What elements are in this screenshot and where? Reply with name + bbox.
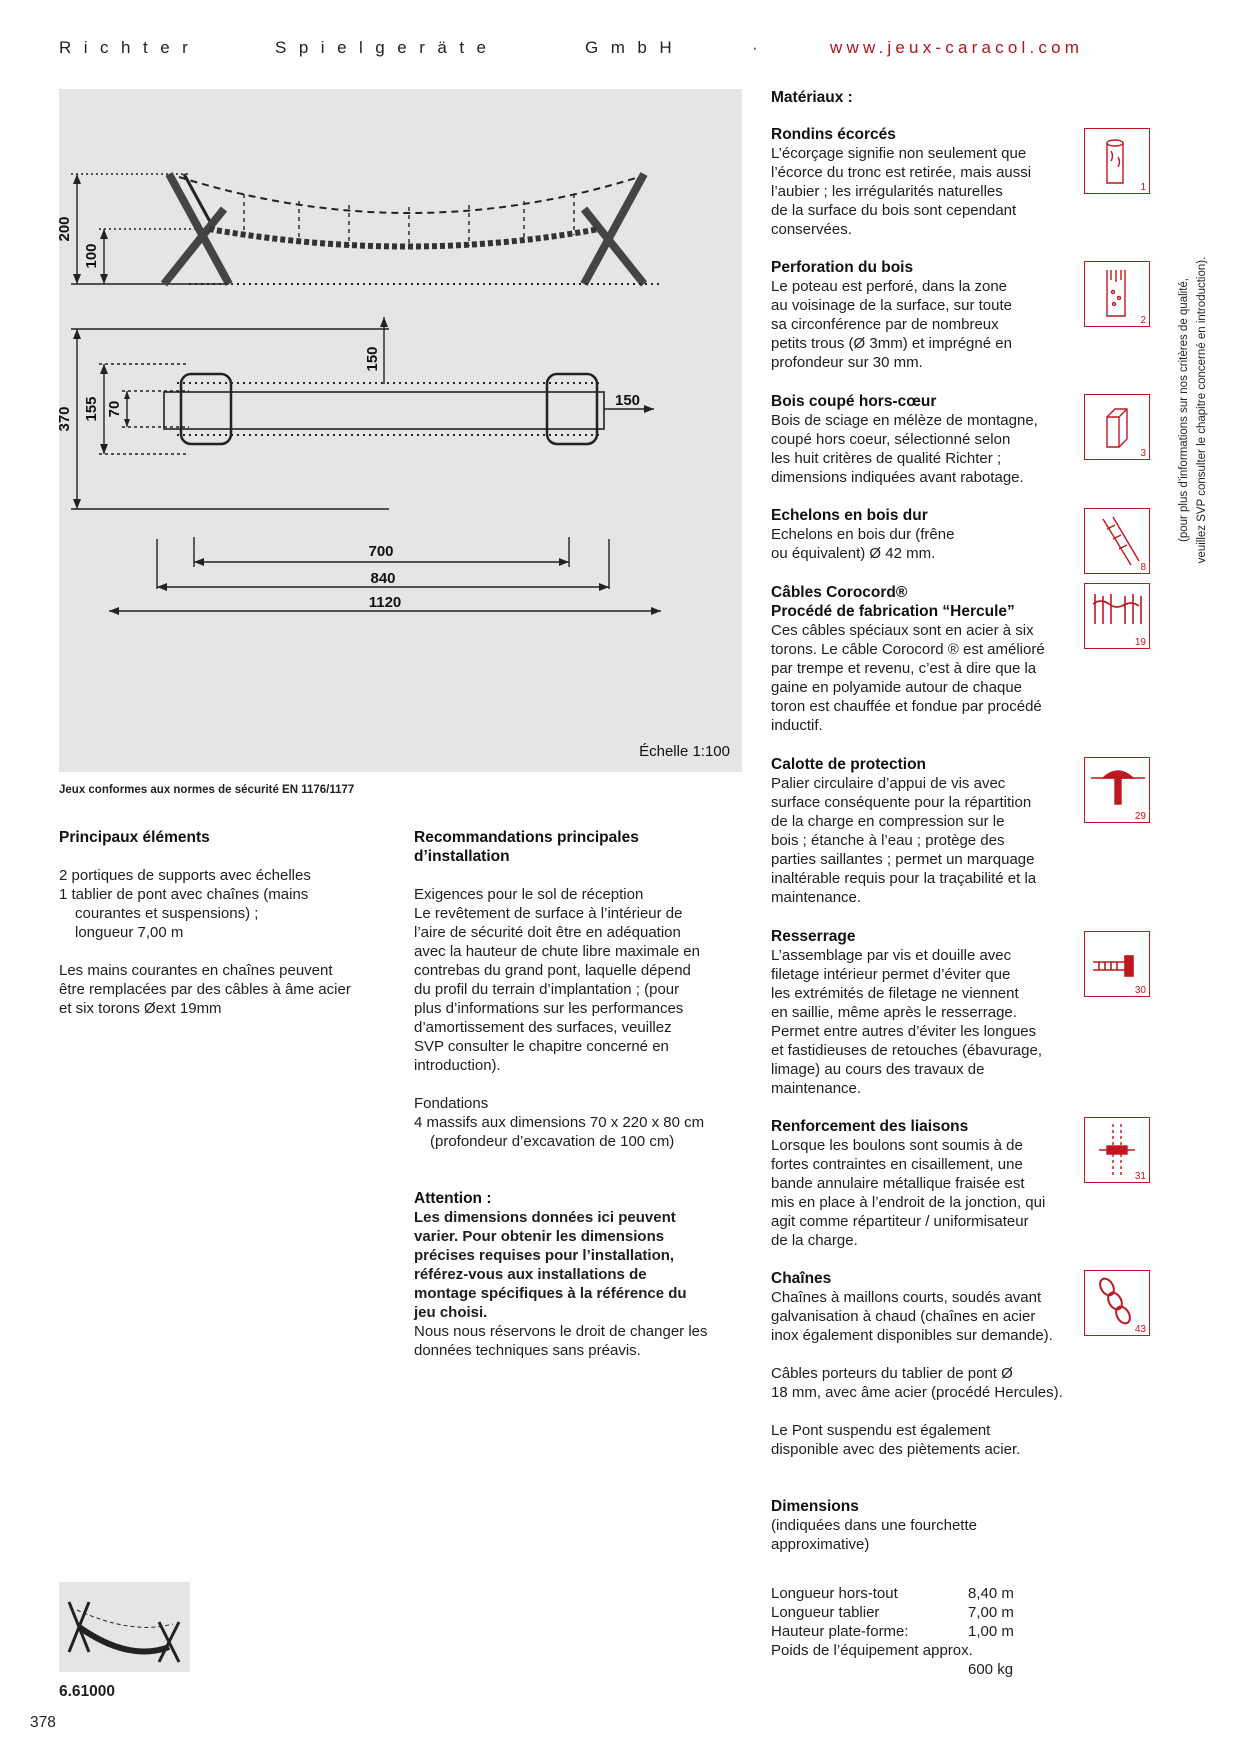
ground-line: d’amortissement des surfaces, veuillez [414, 1019, 672, 1036]
material-line: l’écorce du tronc est retirée, mais aussi [771, 164, 1032, 181]
element-note-line: Les mains courantes en chaînes peuvent [59, 962, 333, 979]
material-line: agit comme répartiteur / uniformisateur [771, 1213, 1029, 1230]
material-line: filetage intérieur permet d’éviter que [771, 966, 1011, 983]
foundations-line: Fondations [414, 1095, 489, 1112]
company-word-2: Spielgeräte [275, 38, 499, 57]
ground-line: avec la hauteur de chute libre maximale en [414, 943, 700, 960]
material-line: mis en place à l’endroit de la jonction, qui [771, 1194, 1046, 1211]
dimensions-section [771, 1497, 1091, 1554]
material-line: toron est chauffée et fondue par procédé [771, 698, 1042, 715]
quality-side-note: (pour plus d’informations sur nos critères de qualité, veuillez SVP consulter le chapitre concerné en introduction). [1178, 256, 1208, 564]
material-item [771, 506, 1091, 563]
element-line: longueur 7,00 m [75, 924, 184, 941]
page-number: 378 [30, 1714, 56, 1731]
attention-line: précises requises pour l’installation, [414, 1247, 675, 1264]
material-title: Chaînes [771, 1270, 832, 1287]
steel-feet-line: disponible avec des piètements acier. [771, 1441, 1021, 1458]
element-note-line: et six torons Øext 19mm [59, 1000, 222, 1017]
material-line: Lorsque les boulons sont soumis à de [771, 1137, 1023, 1154]
reinforced-joint-icon [1084, 1117, 1150, 1183]
element-note-line: être remplacées par des câbles à âme acier [59, 981, 351, 998]
icon-number: 3 [1140, 448, 1146, 459]
material-line: galvanisation à chaud (chaînes en acier [771, 1308, 1036, 1325]
material-line: de la surface du bois sont cependant [771, 202, 1017, 219]
label-150-horizontal: 150 [615, 392, 641, 409]
material-line: Permet entre autres d’éviter les longues [771, 1023, 1037, 1040]
material-line: Le poteau est perforé, dans la zone [771, 278, 1008, 295]
material-line: bande annulaire métallique fraisée est [771, 1175, 1025, 1192]
material-line: bois ; étanche à l’eau ; protège des [771, 832, 1005, 849]
material-item [771, 927, 1091, 1098]
element-line: courantes et suspensions) ; [75, 905, 259, 922]
dimension-row: Hauteur plate-forme: 1,00 m [771, 1623, 1014, 1640]
material-line: inox également disponibles sur demande). [771, 1327, 1053, 1344]
ground-line: Exigences pour le sol de réception [414, 886, 644, 903]
icon-number: 1 [1140, 182, 1146, 193]
materials-title: Matériaux : [771, 89, 853, 106]
foundations-line: 4 massifs aux dimensions 70 x 220 x 80 cm [414, 1114, 705, 1131]
material-line: par trempe et revenu, c’est à dire que la [771, 660, 1037, 677]
foundations-line: (profondeur d’excavation de 100 cm) [430, 1133, 675, 1150]
installation-section [414, 828, 739, 1360]
page-header [0, 38, 1240, 62]
material-line: torons. Le câble Corocord ® est amélioré [771, 641, 1045, 658]
dimension-row [771, 1660, 1014, 1679]
attention-line: varier. Pour obtenir les dimensions [414, 1228, 665, 1245]
label-100: 100 [83, 243, 100, 269]
material-item [771, 583, 1091, 735]
ground-line: SVP consulter le chapitre concerné en [414, 1038, 669, 1055]
material-title: Resserrage [771, 928, 856, 945]
material-subtitle: Procédé de fabrication “Hercule” [771, 603, 1015, 620]
wood-perforation-icon [1084, 261, 1150, 327]
icon-number: 30 [1134, 985, 1146, 996]
material-title: Perforation du bois [771, 259, 914, 276]
label-1120: 1120 [368, 594, 402, 611]
reserve-line: Nous nous réservons le droit de changer les [414, 1323, 708, 1340]
cable-note-line: 18 mm, avec âme acier (procédé Hercules). [771, 1384, 1063, 1401]
material-line: en saillie, même après le resserrage. [771, 1004, 1017, 1021]
material-title: Rondins écorcés [771, 126, 896, 143]
material-line: surface conséquente pour la répartition [771, 794, 1032, 811]
material-line: Bois de sciage en mélèze de montagne, [771, 412, 1038, 429]
dimensions-sub: (indiquées dans une fourchette [771, 1517, 977, 1534]
material-line: de la charge en compression sur le [771, 813, 1005, 830]
sawn-timber-icon [1084, 394, 1150, 460]
product-thumbnail [59, 1582, 190, 1672]
material-line: au voisinage de la surface, sur toute [771, 297, 1012, 314]
ground-line: du profil du terrain d’implantation ; (pour [414, 981, 680, 998]
drawing-scale: Échelle 1:100 [639, 743, 730, 760]
material-line: parties saillantes ; permet un marquage [771, 851, 1035, 868]
website-link[interactable]: www.jeux-caracol.com [830, 38, 1084, 57]
dimension-row: Longueur hors-tout 8,40 m [771, 1585, 1014, 1602]
technical-drawing [56, 89, 742, 772]
steel-cable-icon [1084, 583, 1150, 649]
bridge-drawing-svg [56, 89, 742, 772]
attention-title: Attention : [414, 1190, 492, 1207]
element-line: 1 tablier de pont avec chaînes (mains [59, 886, 309, 903]
material-line: Echelons en bois dur (frêne [771, 526, 955, 543]
material-line: sa circonférence par de nombreux [771, 316, 999, 333]
ground-line: Le revêtement de surface à l’intérieur de [414, 905, 683, 922]
label-370: 370 [56, 406, 73, 432]
material-line: et fastidieuses de retouches (ébavurage, [771, 1042, 1043, 1059]
dimensions-table [771, 1584, 1014, 1679]
icon-number: 31 [1134, 1171, 1146, 1182]
header-separator: · [752, 38, 758, 57]
icon-number: 19 [1134, 637, 1146, 648]
material-line: conservées. [771, 221, 852, 238]
dimensions-sub: approximative) [771, 1536, 870, 1553]
steel-feet-note [771, 1421, 1091, 1459]
label-70: 70 [106, 400, 123, 418]
material-title: Calotte de protection [771, 756, 927, 773]
material-line: inaltérable requis pour la traçabilité et la [771, 870, 1037, 887]
screw-sleeve-icon [1084, 931, 1150, 997]
material-line: fortes contraintes en cisaillement, une [771, 1156, 1023, 1173]
label-200: 200 [56, 216, 73, 242]
principal-elements-title: Principaux éléments [59, 829, 210, 846]
label-840: 840 [370, 570, 396, 587]
material-line: Chaînes à maillons courts, soudés avant [771, 1289, 1042, 1306]
steel-feet-line: Le Pont suspendu est également [771, 1422, 991, 1439]
material-title: Câbles Corocord® [771, 584, 908, 601]
label-150-vertical: 150 [364, 346, 381, 372]
material-line: ou équivalent) Ø 42 mm. [771, 545, 936, 562]
material-line: inductif. [771, 717, 823, 734]
attention-line: montage spécifiques à la référence du [414, 1285, 687, 1302]
icon-number: 2 [1140, 315, 1146, 326]
cable-note [771, 1364, 1091, 1402]
material-line: petits trous (Ø 3mm) et imprégné en [771, 335, 1012, 352]
material-item [771, 1269, 1091, 1345]
ground-line: contrebas du grand pont, laquelle dépend [414, 962, 691, 979]
chain-icon [1084, 1270, 1150, 1336]
reserve-line: données techniques sans préavis. [414, 1342, 641, 1359]
ground-line: l’aire de sécurité doit être en adéquation [414, 924, 681, 941]
protective-cap-icon [1084, 757, 1150, 823]
icon-number: 43 [1134, 1324, 1146, 1335]
material-line: dimensions indiquées avant rabotage. [771, 469, 1024, 486]
principal-elements-section [59, 828, 399, 1018]
material-title: Echelons en bois dur [771, 507, 928, 524]
material-line: profondeur sur 30 mm. [771, 354, 923, 371]
material-item [771, 258, 1091, 372]
attention-line: référez-vous aux installations de [414, 1266, 647, 1283]
material-line: maintenance. [771, 1080, 862, 1097]
hardwood-rung-icon [1084, 508, 1150, 574]
ground-line: introduction). [414, 1057, 501, 1074]
material-line: L’assemblage par vis et douille avec [771, 947, 1012, 964]
label-155: 155 [83, 396, 100, 422]
cable-note-line: Câbles porteurs du tablier de pont Ø [771, 1365, 1013, 1382]
material-item [771, 125, 1091, 239]
material-line: L’écorçage signifie non seulement que [771, 145, 1027, 162]
material-title: Bois coupé hors-cœur [771, 393, 937, 410]
attention-line: Les dimensions données ici peuvent [414, 1209, 676, 1226]
icon-number: 29 [1134, 811, 1146, 822]
material-line: les extrémités de filetage ne viennent [771, 985, 1019, 1002]
article-number: 6.61000 [59, 1683, 116, 1700]
material-line: Palier circulaire d’appui de vis avec [771, 775, 1006, 792]
ground-line: plus d’informations sur les performances [414, 1000, 684, 1017]
material-line: coupé hors coeur, sélectionné selon [771, 431, 1011, 448]
material-line: les huit critères de qualité Richter ; [771, 450, 1002, 467]
installation-title: d’installation [414, 848, 510, 865]
material-line: limage) au cours des travaux de [771, 1061, 985, 1078]
material-line: gaine en polyamide autour de chaque [771, 679, 1023, 696]
debarked-log-icon [1084, 128, 1150, 194]
material-title: Renforcement des liaisons [771, 1118, 969, 1135]
material-line: de la charge. [771, 1232, 858, 1249]
company-word-3: GmbH [585, 38, 685, 57]
attention-line: jeu choisi. [414, 1304, 488, 1321]
material-item [771, 755, 1091, 907]
dimension-row: Poids de l’équipement approx. [771, 1642, 973, 1659]
dimension-row: Longueur tablier 7,00 m [771, 1604, 1014, 1621]
weight-value: 600 kg [968, 1661, 1014, 1678]
material-line: Ces câbles spéciaux sont en acier à six [771, 622, 1034, 639]
dimensions-title: Dimensions [771, 1498, 859, 1515]
company-word-1: Richter [59, 38, 201, 57]
label-700: 700 [368, 543, 394, 560]
icon-number: 8 [1140, 562, 1146, 573]
conformity-note: Jeux conformes aux normes de sécurité EN 1176/1177 [59, 784, 355, 796]
material-item [771, 392, 1091, 487]
material-line: l’aubier ; les irrégularités naturelles [771, 183, 1003, 200]
installation-title: Recommandations principales [414, 829, 639, 846]
material-item [771, 1117, 1091, 1250]
element-line: 2 portiques de supports avec échelles [59, 867, 311, 884]
material-line: maintenance. [771, 889, 862, 906]
